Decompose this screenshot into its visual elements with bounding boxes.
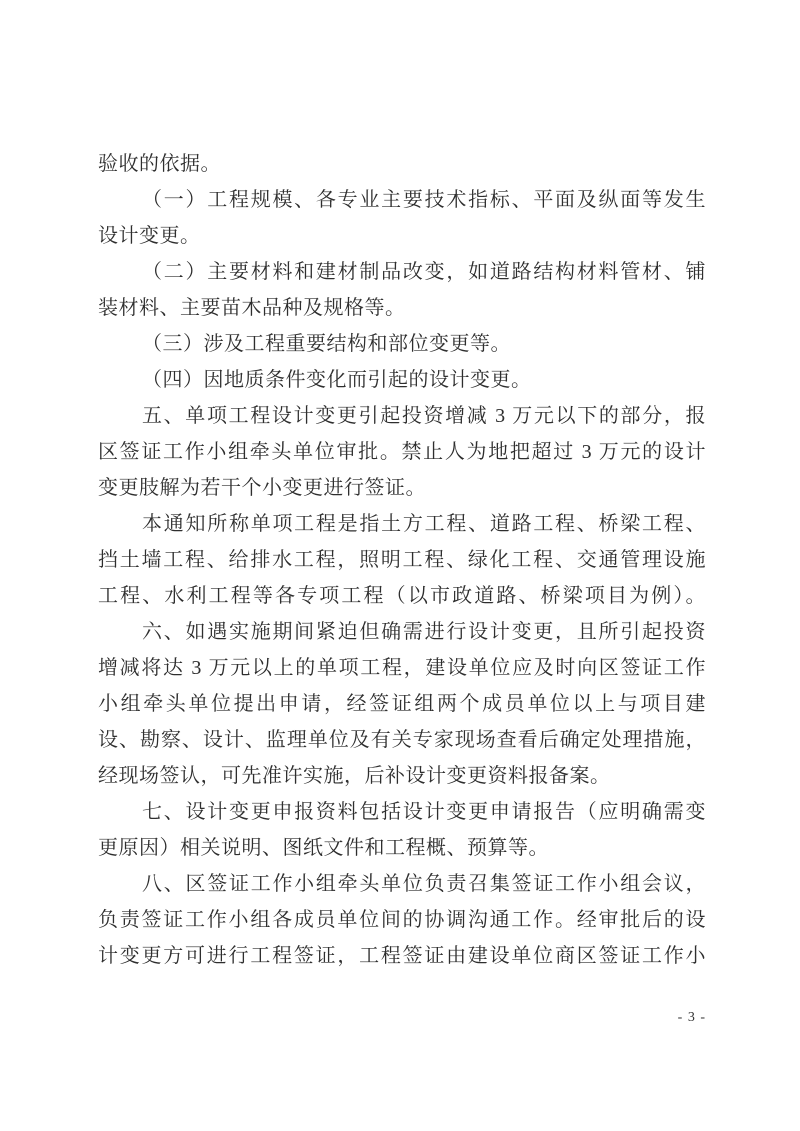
- document-line: 六、如遇实施期间紧迫但确需进行设计变更，且所引起投资: [142, 621, 706, 643]
- document-line: 挡土墙工程、给排水工程，照明工程、绿化工程、交通管理设施: [98, 549, 706, 571]
- document-line: 七、设计变更申报资料包括设计变更申请报告（应明确需变: [142, 801, 706, 823]
- document-line: （二）主要材料和建材制品改变，如道路结构材料管材、铺: [142, 261, 706, 283]
- document-line: 区签证工作小组牵头单位审批。禁止人为地把超过 3 万元的设计: [98, 441, 706, 463]
- document-line: 变更肢解为若干个小变更进行签证。: [98, 477, 426, 499]
- document-line: 工程、水利工程等各专项工程（以市政道路、桥梁项目为例）。: [98, 585, 706, 607]
- document-line: 增减将达 3 万元以上的单项工程，建设单位应及时向区签证工作: [98, 657, 706, 679]
- document-line: （一）工程规模、各专业主要技术指标、平面及纵面等发生: [142, 189, 706, 211]
- document-line: 小组牵头单位提出申请，经签证组两个成员单位以上与项目建: [98, 693, 706, 715]
- document-line: 八、区签证工作小组牵头单位负责召集签证工作小组会议，: [142, 873, 706, 895]
- document-line: 验收的依据。: [98, 153, 221, 175]
- document-line: 装材料、主要苗木品种及规格等。: [98, 297, 406, 319]
- page-number: - 3 -: [677, 1010, 706, 1025]
- document-line: 计变更方可进行工程签证，工程签证由建设单位商区签证工作小: [98, 945, 706, 967]
- document-body: [98, 146, 706, 974]
- document-line: 五、单项工程设计变更引起投资增减 3 万元以下的部分，报: [142, 405, 706, 427]
- document-line: 负责签证工作小组各成员单位间的协调沟通工作。经审批后的设: [98, 909, 706, 931]
- document-line: （三）涉及工程重要结构和部位变更等。: [142, 333, 511, 355]
- document-line: 本通知所称单项工程是指土方工程、道路工程、桥梁工程、: [142, 513, 706, 535]
- document-line: 设计变更。: [98, 225, 201, 247]
- document-line: 更原因）相关说明、图纸文件和工程概、预算等。: [98, 837, 549, 859]
- document-line: 设、勘察、设计、监理单位及有关专家现场查看后确定处理措施，: [98, 729, 706, 751]
- document-line: 经现场签认，可先准许实施，后补设计变更资料报备案。: [98, 765, 611, 787]
- document-line: （四）因地质条件变化而引起的设计变更。: [142, 369, 532, 391]
